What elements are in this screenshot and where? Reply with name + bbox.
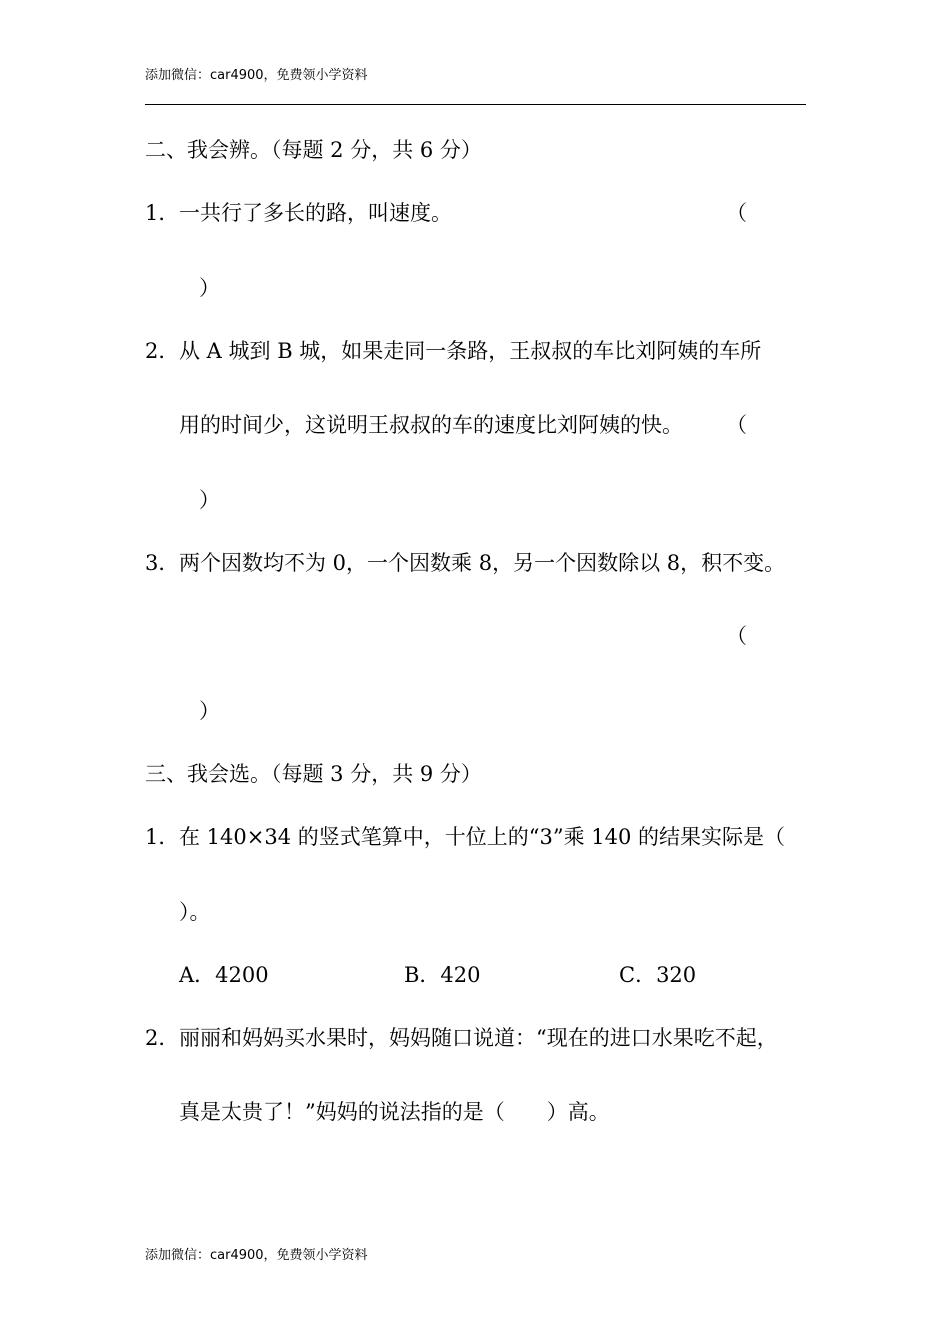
- section-3-title: 三、我会选。（每题 3 分，共 9 分）: [145, 762, 482, 786]
- q3-2-number: 2．: [145, 1026, 180, 1050]
- q2-1-number: 1．: [145, 201, 180, 225]
- header-divider: [145, 104, 806, 105]
- q2-1-paren-open: （: [726, 201, 747, 225]
- q2-2-paren-open: （: [726, 413, 747, 437]
- q3-1-number: 1．: [145, 825, 180, 849]
- q2-2-number: 2．: [145, 339, 180, 363]
- q2-3-paren-close: ）: [199, 699, 220, 723]
- q3-1-option-a: A．4200: [179, 963, 269, 987]
- q3-2-line1: 丽丽和妈妈买水果时，妈妈随口说道：“现在的进口水果吃不起，: [179, 1026, 778, 1050]
- q3-1-line1: 在 140×34 的竖式笔算中，十位上的“3”乘 140 的结果实际是（: [179, 825, 786, 849]
- section-2-title: 二、我会辨。（每题 2 分，共 6 分）: [145, 138, 482, 162]
- page-header: 添加微信：car4900，免费领小学资料: [145, 68, 368, 83]
- q3-2-line2: 真是太贵了！”妈妈的说法指的是（ ）高。: [179, 1100, 610, 1124]
- q2-2-paren-close: ）: [199, 488, 220, 512]
- q2-2-line1: 从 A 城到 B 城，如果走同一条路，王叔叔的车比刘阿姨的车所: [179, 339, 762, 363]
- q3-1-line2: ）。: [179, 900, 211, 924]
- q2-3-number: 3．: [145, 551, 180, 575]
- q2-3-paren-open: （: [726, 624, 747, 648]
- q2-2-line2: 用的时间少，这说明王叔叔的车的速度比刘阿姨的快。: [179, 413, 683, 437]
- q2-1-text: 一共行了多长的路，叫速度。: [179, 201, 452, 225]
- q3-1-option-c: C．320: [619, 963, 697, 987]
- page-footer: 添加微信：car4900，免费领小学资料: [145, 1248, 368, 1263]
- q3-1-option-b: B．420: [404, 963, 481, 987]
- q2-3-text: 两个因数均不为 0，一个因数乘 8，另一个因数除以 8，积不变。: [179, 551, 786, 575]
- q2-1-paren-close: ）: [199, 276, 220, 300]
